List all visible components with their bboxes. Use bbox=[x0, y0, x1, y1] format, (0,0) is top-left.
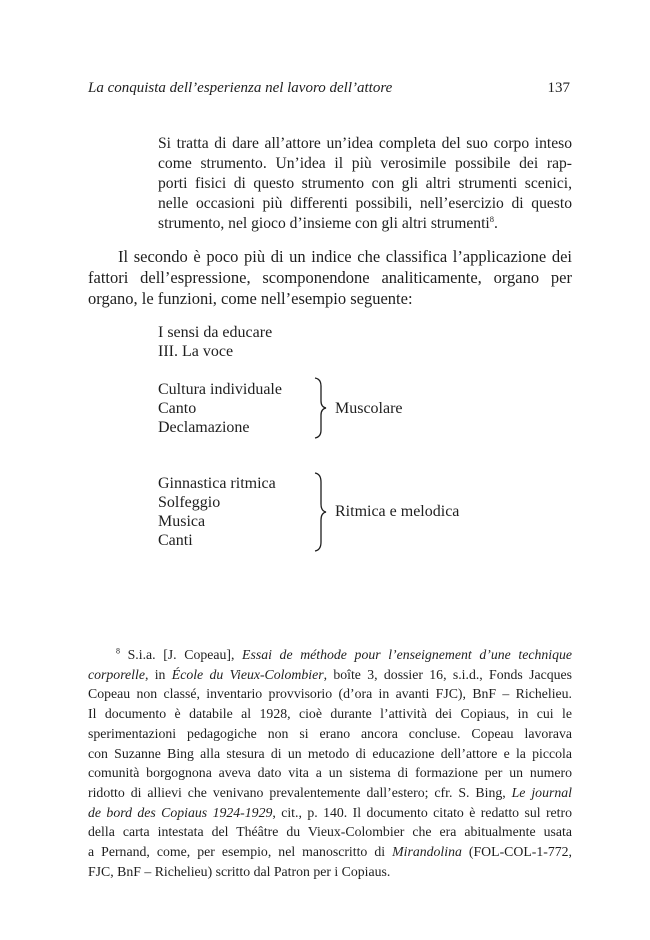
footnote-line bbox=[88, 783, 572, 803]
body-paragraph bbox=[88, 246, 572, 309]
quote-line: nelle occasioni più differenti possibili, nell’esercizio di questo bbox=[158, 195, 572, 212]
schema-group-label: Ritmica e melodica bbox=[335, 503, 460, 520]
quote-line: come strumento. Un’idea il più verosimile possibile dei rap- bbox=[158, 155, 572, 172]
quote-end-punct: . bbox=[493, 215, 498, 232]
footnote-italic-title: Mirandolina bbox=[392, 844, 462, 860]
footnote-line bbox=[88, 803, 572, 823]
quote-line: Si tratta di dare all’attore un’idea completa del suo corpo inteso bbox=[158, 135, 572, 152]
schema-group-ritmica bbox=[158, 474, 276, 550]
footnote-number: 8 bbox=[116, 646, 120, 656]
footnote-line: comunità borgognona aveva dato vita a un sistema di formazione per un numero bbox=[88, 765, 572, 781]
quote-line bbox=[158, 214, 572, 234]
footnote-line bbox=[88, 842, 572, 862]
schema-item: Declamazione bbox=[158, 419, 250, 436]
curly-brace-icon bbox=[312, 472, 328, 552]
running-head-title: La conquista dell’esperienza nel lavoro dell’attore bbox=[88, 80, 393, 96]
block-quote bbox=[158, 134, 572, 234]
schema-item: Musica bbox=[158, 513, 206, 530]
footnote-reference[interactable]: 8 bbox=[489, 213, 494, 224]
footnote-text: S.i.a. [J. Copeau], bbox=[127, 647, 243, 662]
footnote-italic-title: Le journal bbox=[511, 784, 572, 800]
schema-heading-line: I sensi da educare bbox=[158, 324, 273, 341]
schema-group-label: Muscolare bbox=[335, 400, 403, 417]
footnote-line bbox=[88, 665, 572, 685]
footnote-text: a Pernand, come, per esempio, nel manoscritto di bbox=[88, 844, 393, 860]
schema-item: Ginnastica ritmica bbox=[158, 475, 276, 492]
footnote-line: con Suzanne Bing alla stesura di un metodo di educazione dell’attore e la piccola bbox=[88, 745, 572, 761]
footnote-line: sperimentazioni pedagogiche non si erano ancora concluse. Copeau lavorava bbox=[88, 725, 572, 741]
paragraph-line: fattori dell’espressione, scomponendone analiticamente, organo per bbox=[88, 268, 572, 287]
schema-heading-line: III. La voce bbox=[158, 343, 234, 360]
footnote-text: , cit., p. 140. Il documento citato è redatto sul retro bbox=[272, 804, 573, 820]
footnote-text: , boîte 3, dossier 16, s.i.d., Fonds Jacques bbox=[323, 666, 572, 682]
footnote-line: Il documento è databile al 1928, cioè durante l’attività dei Copiaus, in cui le bbox=[88, 706, 572, 722]
footnote-italic-title: corporelle bbox=[88, 666, 145, 682]
footnote-text: ridotto di allievi che venivano prevalentemente dall’estero; cfr. S. Bing, bbox=[88, 784, 512, 800]
footnote-text: , in bbox=[144, 666, 172, 682]
footnote-line: FJC, BnF – Richelieu) scritto dal Patron per i Copiaus. bbox=[88, 863, 391, 879]
paragraph-line: organo, le funzioni, come nell’esempio seguente: bbox=[88, 289, 413, 308]
footnote bbox=[88, 645, 572, 881]
footnote-italic-title: de bord des Copiaus 1924-1929 bbox=[88, 804, 273, 820]
footnote-italic-title: Essai de méthode pour l’enseignement d’une technique bbox=[242, 647, 573, 662]
quote-line-text: strumento, nel gioco d’insieme con gli altri strumenti bbox=[158, 215, 490, 232]
footnote-italic-title: École du Vieux-Colombier bbox=[171, 666, 324, 682]
paragraph-line: Il secondo è poco più di un indice che classifica l’applicazione dei bbox=[118, 247, 572, 266]
schema-heading bbox=[158, 323, 272, 361]
schema-group-muscolare bbox=[158, 380, 282, 437]
quote-line: porti fisici di questo strumento con gli altri strumenti scenici, bbox=[158, 175, 572, 192]
schema-item: Canti bbox=[158, 532, 193, 549]
curly-brace-icon bbox=[312, 377, 328, 439]
schema-item: Canto bbox=[158, 400, 197, 417]
page-number: 137 bbox=[547, 80, 570, 96]
footnote-text: (FOL-COL-1-772, bbox=[461, 844, 572, 860]
footnote-line: della carta intestata del Théâtre du Vieux-Colombier che era abitualmente usata bbox=[88, 824, 572, 840]
footnote-line: Copeau non classé, inventario provvisorio (d’ora in avanti FJC), BnF – Richelieu. bbox=[88, 686, 572, 702]
running-head bbox=[88, 78, 570, 98]
footnote-line bbox=[88, 645, 572, 665]
schema-item: Solfeggio bbox=[158, 494, 221, 511]
schema-item: Cultura individuale bbox=[158, 381, 282, 398]
